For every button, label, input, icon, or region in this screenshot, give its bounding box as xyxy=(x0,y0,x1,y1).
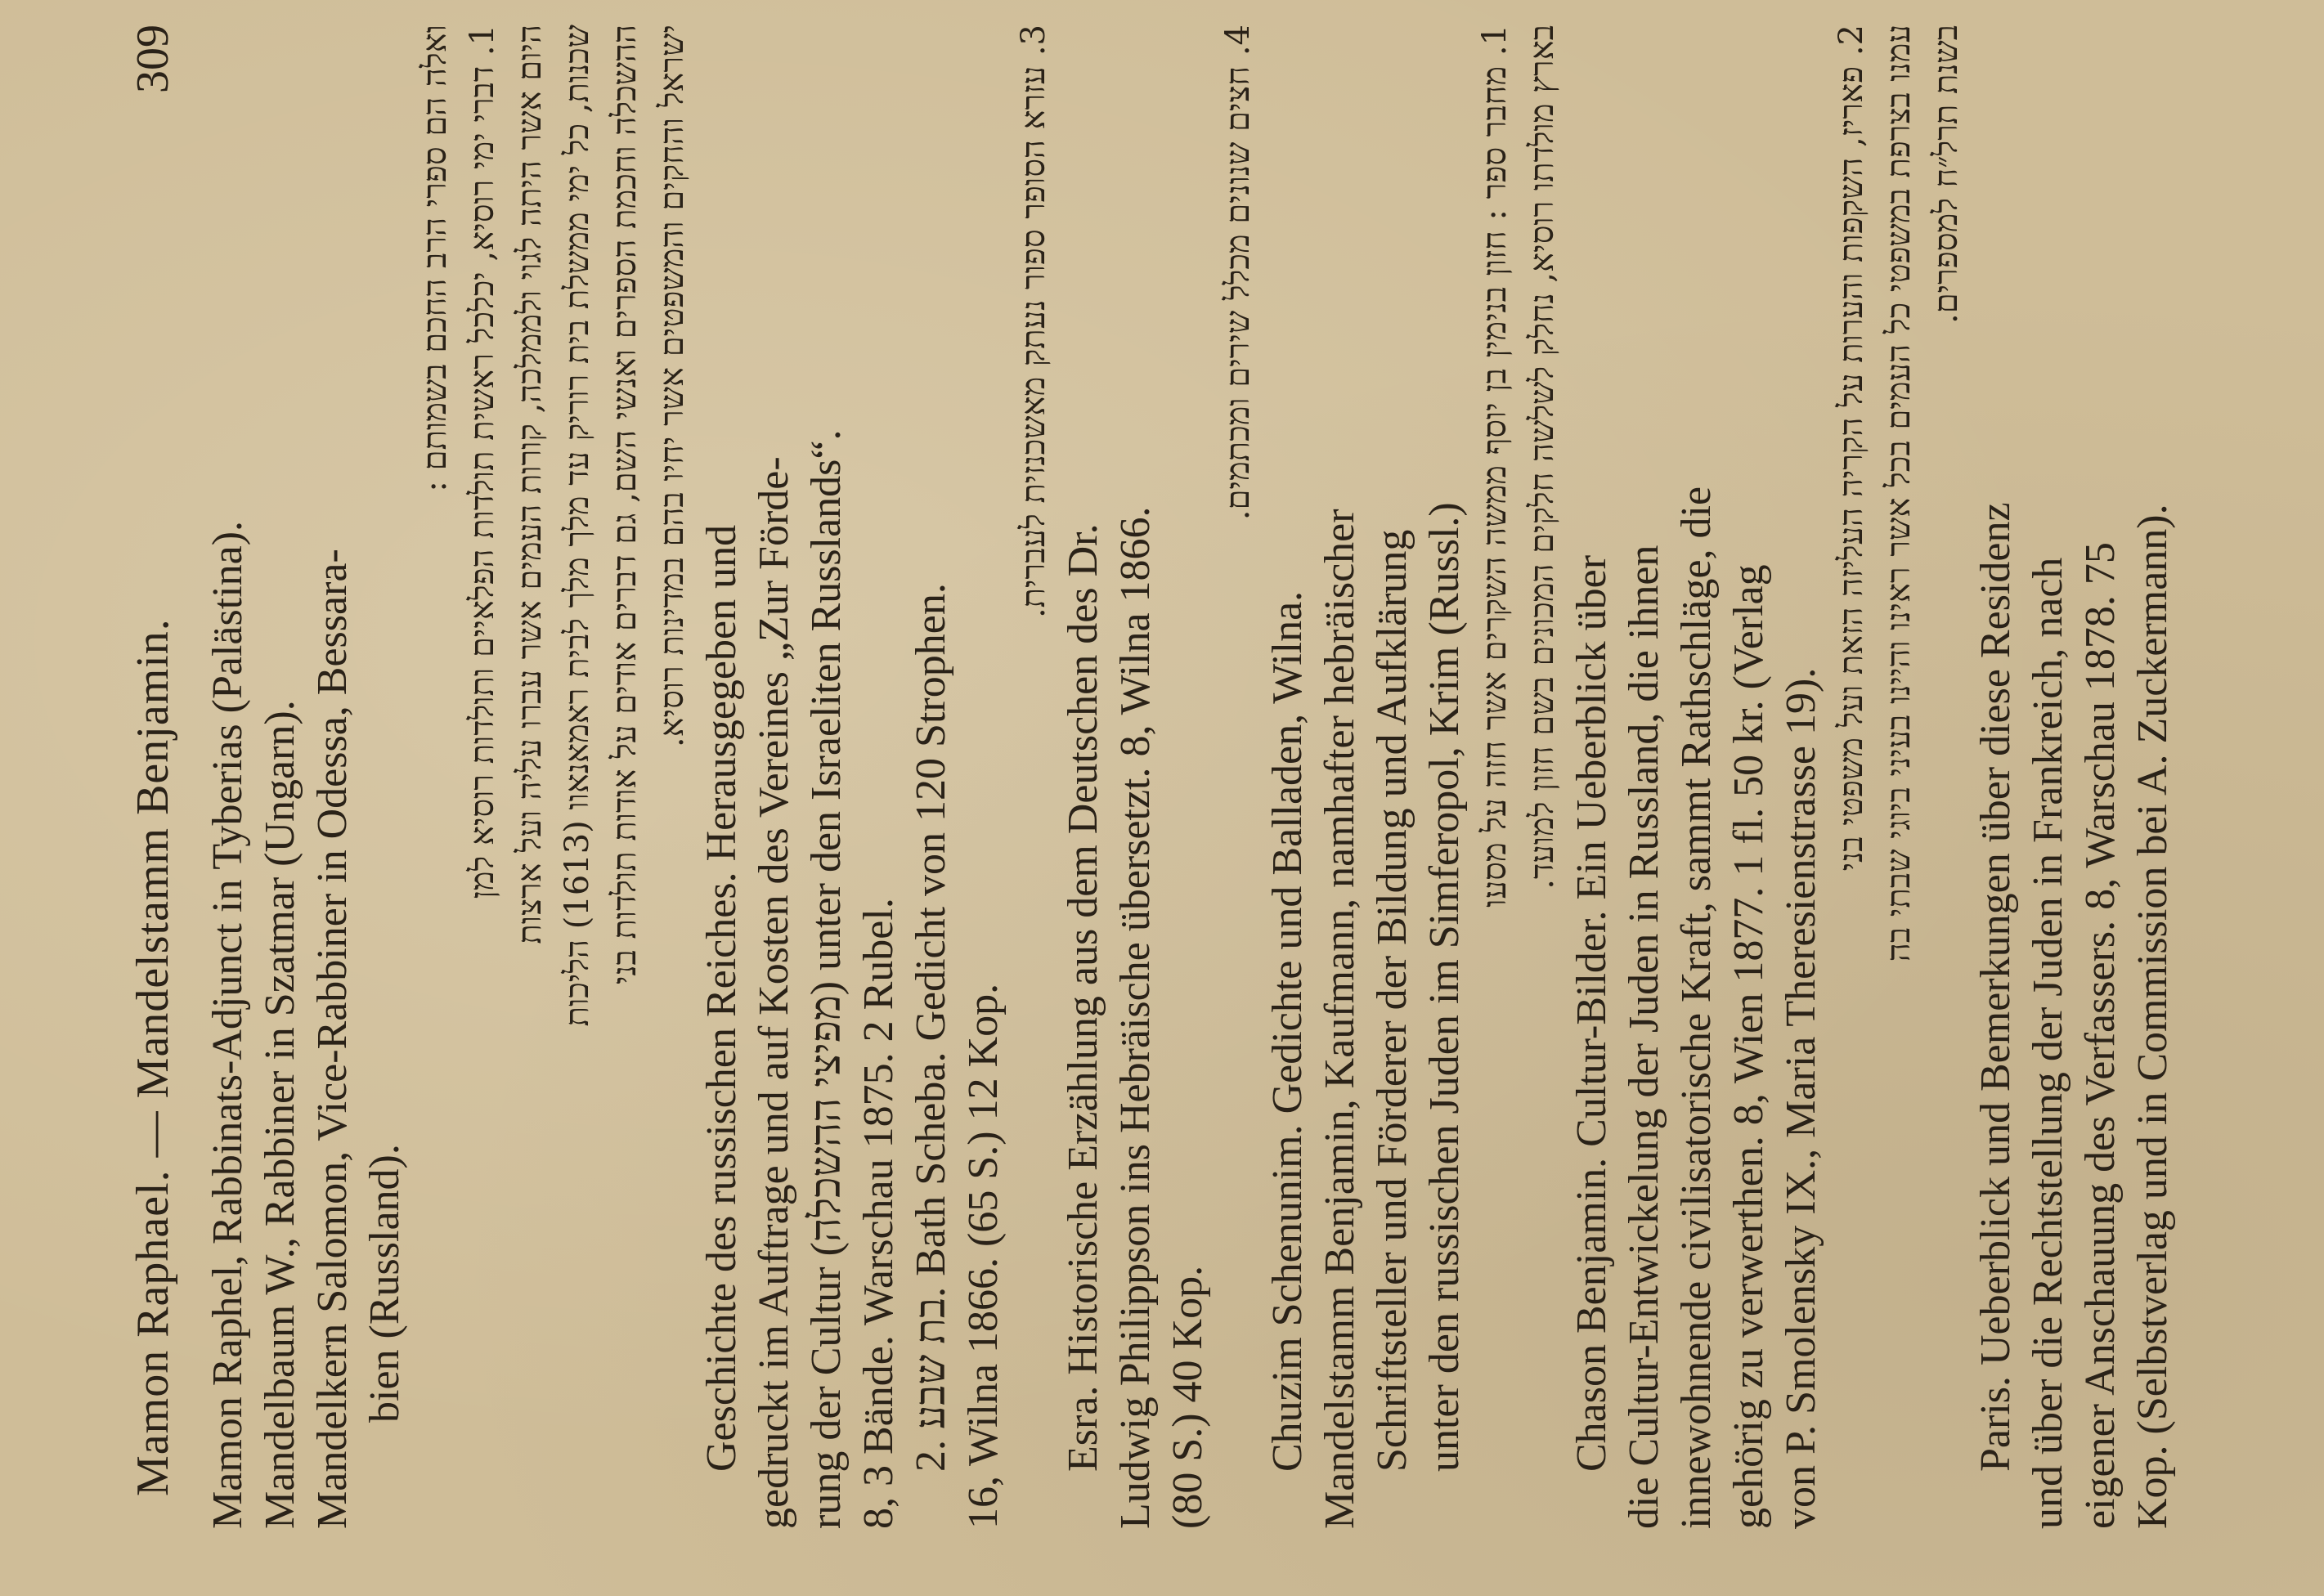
hebrew-text-line: ישראל והחקים והמשפטים אשר יחיו בהם במדינות רוסיא. xyxy=(653,25,691,748)
text-line: gehörig zu verwerthen. 8, Wien 1877. 1 fl. 50 kr. (Verlag xyxy=(1725,564,1772,1529)
text-line: Mamon Raphel, Rabbinats-Adjunct in Tyberias (Palästina). xyxy=(204,520,251,1529)
text-line: Chason Benjamin. Cultur-Bilder. Ein Ueberblick über xyxy=(1568,554,1615,1472)
text-line: gedruckt im Auftrage und auf Kosten des Vereines „Zur Förde- xyxy=(751,456,797,1529)
hebrew-text-line: 1. דברי ימי רוסיא, יכלכל ראשית תולדות הפלאיים ותולדות רוסיא למן xyxy=(464,25,501,899)
text-line: Ludwig Philippson ins Hebräische übersetzt. 8, Wilna 1866. xyxy=(1112,506,1159,1529)
text-line: unter den russischen Juden im Simferopol, Krim (Russl.) xyxy=(1421,502,1468,1472)
text-line: die Cultur-Entwickelung der Juden in Russland, die ihnen xyxy=(1621,545,1667,1529)
hebrew-text-line: היום אשר היתה לגוי ולממלכה, קורות העמים אשר עברו עליה ועל ארצות xyxy=(511,25,549,944)
text-line: Mandelkern Salomon, Vice-Rabbiner in Odessa, Bessara- xyxy=(309,549,356,1529)
text-line: Schriftsteller und Förderer der Bildung und Aufklärung xyxy=(1369,529,1415,1472)
hebrew-text-line: בשנת תרל״ח למספרים. xyxy=(1927,25,1965,324)
hebrew-text-line: 1. מחבר ספר : חזון בנימין בן יוסף ממשה השקרים אשר חזה על מסעו xyxy=(1476,25,1514,908)
text-body xyxy=(202,25,2179,1529)
text-line: bien (Russland). xyxy=(361,1144,408,1423)
hebrew-text-line: 2. פאריז, השקפות והערות על הקריה העליזה הזאת ועל משפטי בני xyxy=(1833,25,1870,872)
text-line: 8, 3 Bände. Warschau 1875. 2 Rubel. xyxy=(855,898,902,1529)
text-line: Kop. (Selbstverlag und in Commission bei A. Zuckermann). xyxy=(2129,504,2176,1529)
text-line: Paris. Ueberblick und Bemerkungen über diese Residenz xyxy=(1972,502,2019,1472)
text-line: eigener Anschauung des Verfassers. 8, Warschau 1878. 75 xyxy=(2077,542,2124,1529)
text-line: Mandelbaum W., Rabbiner in Szatmar (Ungarn). xyxy=(257,700,303,1529)
text-line: Chuzim Schenunim. Gedichte und Balladen, Wilna. xyxy=(1264,590,1311,1472)
hebrew-text-line: 3. עזרא הסופר ספור נעתק מאשכנזית לעברית. xyxy=(1015,25,1052,619)
running-title: Mamon Raphael. — Mandelstamm Benjamin. xyxy=(128,618,178,1496)
page-number: 309 xyxy=(128,25,178,93)
hebrew-text-line: ואלה הם ספרי הרב החכם בשמותם : xyxy=(416,25,454,492)
text-line: Geschichte des russischen Reiches. Herausgegeben und xyxy=(698,524,745,1472)
hebrew-text-line: שכנות, כל ימי ממשלת בית רוריק עד מלך מלך לבית ראמאנאוו (1613) הליכות xyxy=(559,25,596,1027)
text-line: 2. בת שבע. Bath Scheba. Gedicht von 120 Strophen. xyxy=(908,583,954,1472)
text-line: rung der Cultur (מפיצי ההשכלה) unter den Israeliten Russlands“. xyxy=(803,429,850,1529)
hebrew-text-line: ההשכלה וחכמת הספרים ואנשי השם, גם דברים אודים על אודות תולדות בני xyxy=(606,25,644,985)
hebrew-text-line: 4. חצים שנונים מכלל שירים ומכתמים. xyxy=(1219,25,1257,521)
text-line: 16, Wilna 1866. (65 S.) 12 Kop. xyxy=(960,983,1007,1529)
text-line: und über die Rechtstellung der Juden in Frankreich, nach xyxy=(2025,557,2071,1529)
text-line: Mandelstamm Benjamin, Kaufmann, namhafter hebräischer xyxy=(1317,509,1363,1529)
hebrew-text-line: עמנו בצרפת במשפטי כל העמים בכל אשר ראינו והיינו בעיני ביוגי שבתי בה xyxy=(1880,25,1918,962)
text-line: (80 S.) 40 Kop. xyxy=(1164,1265,1211,1529)
running-header xyxy=(127,25,191,1529)
text-line: innewohnende civilisatorische Kraft, sammt Rathschläge, die xyxy=(1673,486,1720,1529)
page-content xyxy=(110,8,2318,1529)
text-line: von P. Smolensky IX., Maria Theresienstrasse 19). xyxy=(1778,667,1824,1529)
hebrew-text-line: בארץ מולדתו רוסיא, נחלק לשלשה חלקים המכונים בשם חזון למועד. xyxy=(1523,25,1561,890)
text-line: Esra. Historische Erzählung aus dem Deutschen des Dr. xyxy=(1060,523,1106,1472)
